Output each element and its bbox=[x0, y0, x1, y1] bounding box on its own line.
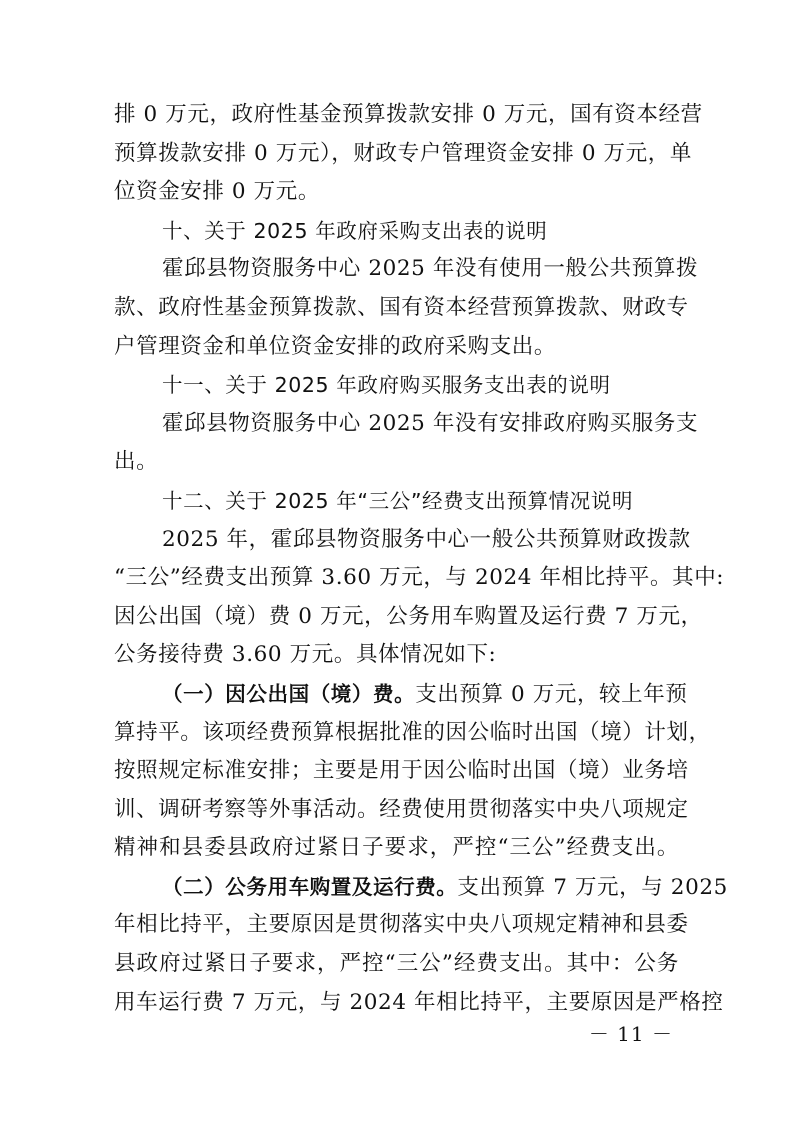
text-line: 因公出国（境）费 0 万元，公务用车购置及运行费 7 万元， bbox=[114, 603, 703, 629]
text-line: “三公”经费支出预算 3.60 万元，与 2024 年相比持平。其中: bbox=[114, 565, 725, 591]
text-span: 支出预算 7 万元，与 2025 bbox=[457, 874, 728, 900]
paragraph-2-first-line bbox=[114, 868, 728, 907]
text-line: 霍邱县物资服务中心 2025 年没有安排政府购买服务支 bbox=[162, 410, 699, 436]
text-line: 年相比持平，主要原因是贯彻落实中央八项规定精神和县委 bbox=[114, 912, 689, 938]
text-line: 按照规定标准安排；主要是用于因公临时出国（境）业务培 bbox=[114, 758, 689, 784]
text-line: 县政府过紧日子要求，严控“三公”经费支出。其中：公务 bbox=[114, 951, 679, 977]
subheading-travel-abroad: （一）因公出国（境）费。 bbox=[162, 681, 416, 706]
text-line: 预算拨款安排 0 万元），财政专户管理资金安排 0 万元，单 bbox=[114, 140, 692, 166]
text-line: 款、政府性基金预算拨款、国有资本经营预算拨款、财政专 bbox=[114, 294, 689, 320]
text-line: 出。 bbox=[114, 449, 159, 475]
text-line: 用车运行费 7 万元，与 2024 年相比持平，主要原因是严格控 bbox=[114, 989, 724, 1015]
text-line: 2025 年，霍邱县物资服务中心一般公共预算财政拨款 bbox=[162, 526, 691, 552]
paragraph-1-first-line bbox=[114, 675, 688, 714]
text-line: 排 0 万元，政府性基金预算拨款安排 0 万元，国有资本经营 bbox=[114, 102, 703, 127]
text-line: 公务接待费 3.60 万元。具体情况如下: bbox=[114, 642, 497, 668]
text-line: 训、调研考察等外事活动。经费使用贯彻落实中央八项规定 bbox=[114, 796, 689, 822]
section-heading-12: 十二、关于 2025 年“三公”经费支出预算情况说明 bbox=[162, 488, 634, 513]
text-line: 精神和县委县政府过紧日子要求，严控“三公”经费支出。 bbox=[114, 835, 679, 861]
page-number: － 11 － bbox=[588, 1022, 673, 1046]
text-line: 算持平。该项经费预算根据批准的因公临时出国（境）计划， bbox=[114, 719, 711, 745]
text-line: 霍邱县物资服务中心 2025 年没有使用一般公共预算拨 bbox=[162, 256, 699, 282]
text-span: 支出预算 0 万元，较上年预 bbox=[415, 681, 688, 707]
section-heading-11: 十一、关于 2025 年政府购买服务支出表的说明 bbox=[162, 373, 611, 398]
subheading-vehicle: （二）公务用车购置及运行费。 bbox=[162, 874, 458, 899]
section-heading-10: 十、关于 2025 年政府采购支出表的说明 bbox=[162, 218, 548, 243]
document-page bbox=[114, 96, 728, 1022]
text-line: 位资金安排 0 万元。 bbox=[114, 179, 320, 205]
text-line: 户管理资金和单位资金安排的政府采购支出。 bbox=[114, 333, 557, 359]
